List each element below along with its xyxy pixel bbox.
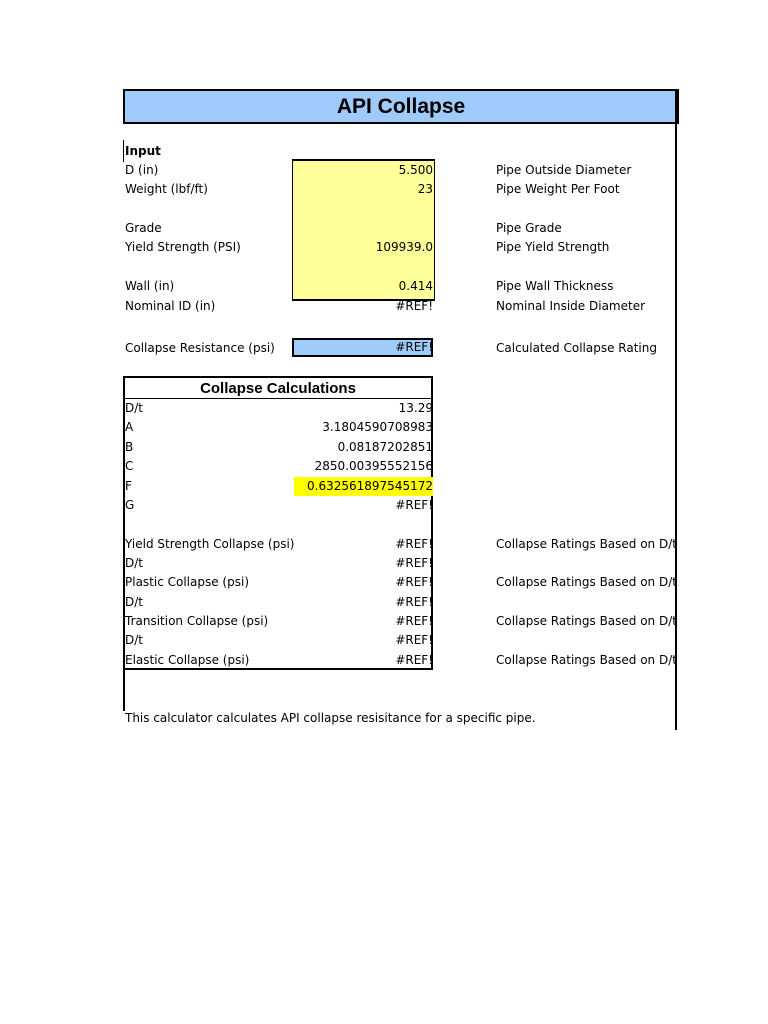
input-label-grade: Grade xyxy=(125,221,162,235)
collapse-resistance-desc: Calculated Collapse Rating xyxy=(496,341,657,355)
input-label-nominal-id: Nominal ID (in) xyxy=(125,299,216,313)
calc-desc: Collapse Ratings Based on D/t xyxy=(496,575,677,589)
calc-label: F xyxy=(125,479,132,493)
collapse-resistance-label: Collapse Resistance (psi) xyxy=(125,341,275,355)
calc-value: 3.1804590708983 xyxy=(322,420,433,434)
input-label-weight: Weight (lbf/ft) xyxy=(125,182,208,196)
input-value-weight[interactable]: 23 xyxy=(417,182,433,196)
left-border-top xyxy=(123,140,124,162)
input-desc-weight: Pipe Weight Per Foot xyxy=(496,182,620,196)
calc-value: #REF! xyxy=(395,575,433,589)
calc-label: B xyxy=(125,440,134,454)
collapse-resistance-value: #REF! xyxy=(395,340,433,354)
calc-desc: Collapse Ratings Based on D/t xyxy=(496,614,677,628)
input-value-od[interactable]: 5.500 xyxy=(398,163,433,177)
calc-value: 13.29 xyxy=(398,401,433,415)
calc-value: 2850.00395552156 xyxy=(314,459,433,473)
calc-desc: Collapse Ratings Based on D/t xyxy=(496,653,677,667)
calc-value: #REF! xyxy=(395,614,433,628)
sheet-title: API Collapse xyxy=(123,89,679,124)
input-label-yield: Yield Strength (PSI) xyxy=(125,240,241,254)
left-border-bottom xyxy=(123,669,125,711)
calc-value: #REF! xyxy=(395,556,433,570)
calc-value: #REF! xyxy=(395,498,433,512)
right-border xyxy=(675,90,677,730)
calc-label: A xyxy=(125,420,134,434)
input-desc-nominal-id: Nominal Inside Diameter xyxy=(496,299,646,313)
calc-label: D/t xyxy=(125,595,143,609)
input-value-wall[interactable]: 0.414 xyxy=(398,279,433,293)
input-label-wall: Wall (in) xyxy=(125,279,175,293)
calc-value: 0.632561897545172 xyxy=(307,479,433,493)
input-value-nominal-id: #REF! xyxy=(395,299,433,313)
calc-label: Elastic Collapse (psi) xyxy=(125,653,250,667)
calc-label: Plastic Collapse (psi) xyxy=(125,575,250,589)
input-desc-wall: Pipe Wall Thickness xyxy=(496,279,614,293)
calc-value: #REF! xyxy=(395,537,433,551)
input-desc-yield: Pipe Yield Strength xyxy=(496,240,610,254)
calc-label: C xyxy=(125,459,134,473)
footer-note: This calculator calculates API collapse resisitance for a specific pipe. xyxy=(125,711,536,725)
calc-label: D/t xyxy=(125,633,143,647)
calc-label: G xyxy=(125,498,135,512)
input-desc-od: Pipe Outside Diameter xyxy=(496,163,632,177)
calc-value: #REF! xyxy=(395,633,433,647)
calc-label: Transition Collapse (psi) xyxy=(125,614,269,628)
calc-label: D/t xyxy=(125,401,143,415)
calc-value: #REF! xyxy=(395,595,433,609)
input-desc-grade: Pipe Grade xyxy=(496,221,562,235)
calc-desc: Collapse Ratings Based on D/t xyxy=(496,537,677,551)
input-value-yield[interactable]: 109939.0 xyxy=(375,240,433,254)
calc-value: 0.08187202851 xyxy=(337,440,433,454)
input-heading: Input xyxy=(125,144,161,158)
calc-label: D/t xyxy=(125,556,143,570)
input-value-grade[interactable] xyxy=(292,219,433,238)
calc-value: #REF! xyxy=(395,653,433,667)
calc-label: Yield Strength Collapse (psi) xyxy=(125,537,295,551)
input-label-od: D (in) xyxy=(125,163,159,177)
calculations-header: Collapse Calculations xyxy=(125,379,431,399)
